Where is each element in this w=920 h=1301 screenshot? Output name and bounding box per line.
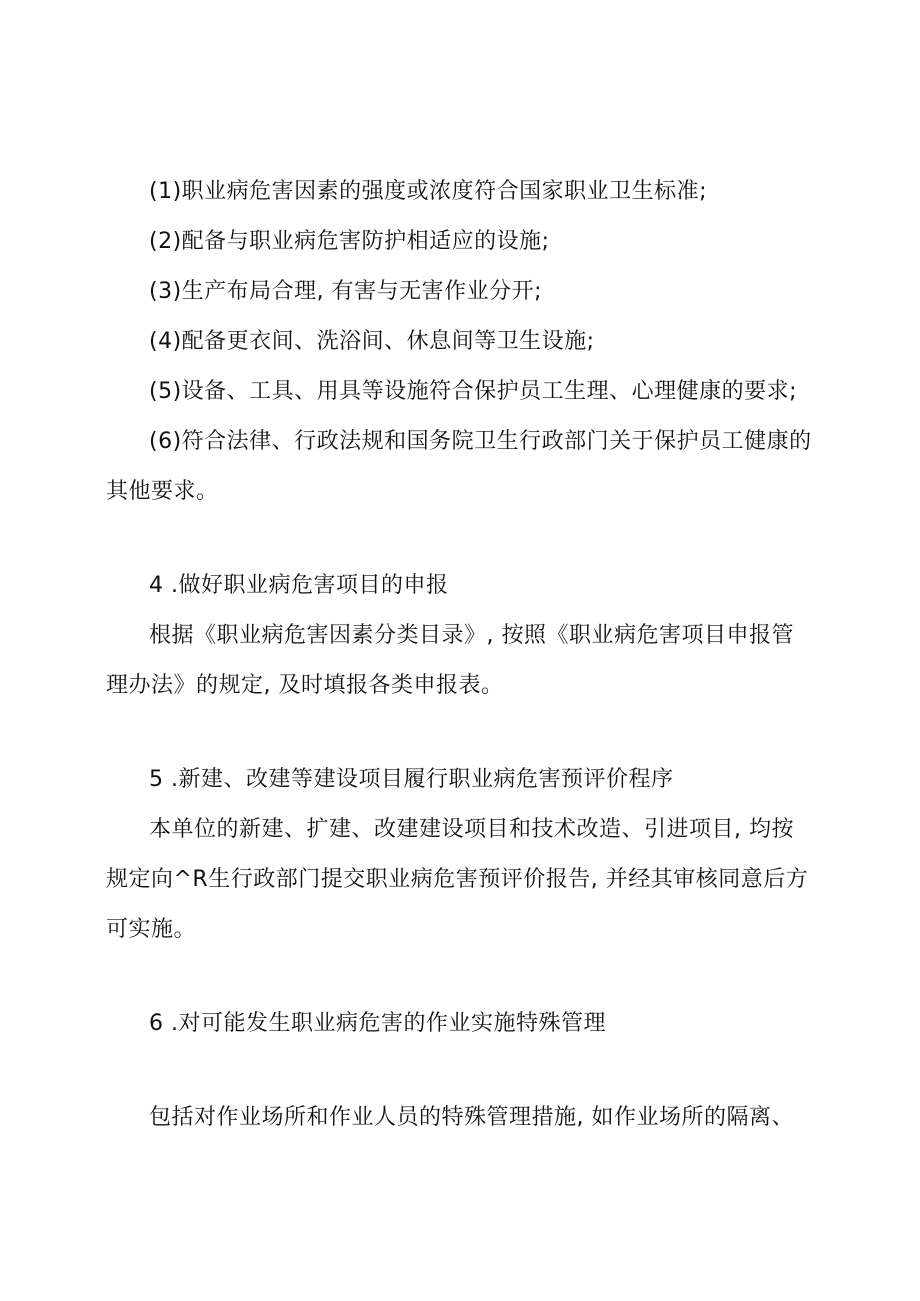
section-5-heading: 5 .新建、改建等建设项目履行职业病危害预评价程序 [149,767,674,792]
section-5-paragraph-line-1: 本单位的新建、扩建、改建建设项目和技术改造、引进项目, 均按 [149,817,794,842]
section-6-paragraph-line-1: 包括对作业场所和作业人员的特殊管理措施, 如作业场所的隔离、 [149,1105,794,1130]
section-4-heading: 4 .做好职业病危害项目的申报 [149,573,449,598]
list-item-5: (5)设备、工具、用具等设施符合保护员工生理、心理健康的要求; [149,379,798,404]
list-item-6: (6)符合法律、行政法规和国务院卫生行政部门关于保护员工健康的 [149,429,812,454]
section-4-paragraph-line-1: 根据《职业病危害因素分类目录》, 按照《职业病危害项目申报管 [149,623,794,648]
section-4-paragraph-line-2: 理办法》的规定, 及时填报各类申报表。 [106,673,504,698]
list-item-6-continued: 其他要求。 [106,479,219,504]
section-5-paragraph-line-2: 规定向^R生行政部门提交职业病危害预评价报告, 并经其审核同意后方 [106,867,809,892]
list-item-1: (1)职业病危害因素的强度或浓度符合国家职业卫生标准; [149,179,708,204]
section-6-heading: 6 .对可能发生职业病危害的作业实施特殊管理 [149,1011,606,1036]
list-item-4: (4)配备更衣间、洗浴间、休息间等卫生设施; [149,329,595,354]
section-5-paragraph-line-3: 可实施。 [106,917,197,942]
list-item-3: (3)生产布局合理, 有害与无害作业分开; [149,279,543,304]
list-item-2: (2)配备与职业病危害防护相适应的设施; [149,229,550,254]
